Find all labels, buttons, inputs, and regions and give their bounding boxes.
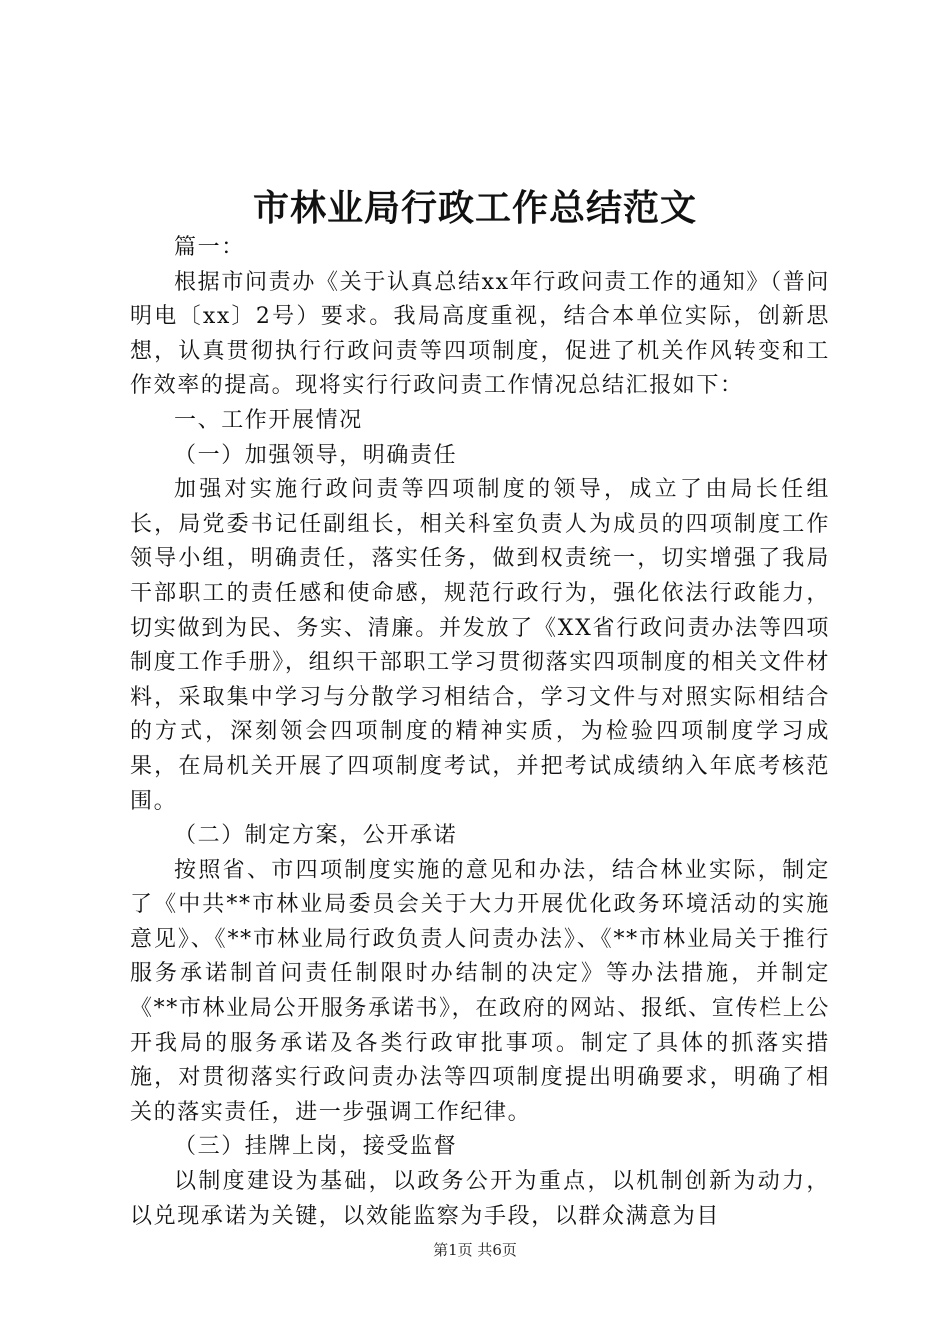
paragraph: 以制度建设为基础，以政务公开为重点，以机制创新为动力，以兑现承诺为关键，以效能监察为手段，以群众满意为目 <box>130 1169 830 1229</box>
subsection-heading: （二）制定方案，公开承诺 <box>174 823 458 849</box>
paragraph: 加强对实施行政问责等四项制度的领导，成立了由局长任组长，局党委书记任副组长，相关科室负责人为成员的四项制度工作领导小组，明确责任，落实任务，做到权责统一，切实增强了我局干部职工的责任感和使命感，规范行政行为，强化依法行政能力，切实做到为民、务实、清廉。并发放了《XX省行政问责办法等四项制度工作手册》，组织干部职工学习贯彻落实四项制度的相关文件材料，采取集中学习与分散学习相结合，学习文件与对照实际相结合的方式，深刻领会四项制度的精神实质，为检验四项制度学习成果，在局机关开展了四项制度考试，并把考试成绩纳入年底考核范围。 <box>130 477 830 814</box>
paragraph: 按照省、市四项制度实施的意见和办法，结合林业实际，制定了《中共**市林业局委员会关于大力开展优化政务环境活动的实施意见》、《**市林业局行政负责人问责办法》、《**市林业局关于推行服务承诺制首问责任制限时办结制的决定》等办法措施，并制定《**市林业局公开服务承诺书》，在政府的网站、报纸、宣传栏上公开我局的服务承诺及各类行政审批事项。制定了具体的抓落实措施，对贯彻落实行政问责办法等四项制度提出明确要求，明确了相关的落实责任，进一步强调工作纪律。 <box>130 857 830 1125</box>
paragraph-section-label: 篇一： <box>174 235 245 260</box>
paragraph: 根据市问责办《关于认真总结xx年行政问责工作的通知》（普问明电〔xx〕2号）要求。我局高度重视，结合本单位实际，创新思想，认真贯彻执行行政问责等四项制度，促进了机关作风转变和工作效率的提高。现将实行行政问责工作情况总结汇报如下： <box>130 269 830 399</box>
page-number-footer: 第1页 共6页 <box>433 1241 517 1259</box>
document-body <box>130 231 830 1234</box>
document-title: 市林业局行政工作总结范文 <box>252 187 697 229</box>
subsection-heading: （一）加强领导，明确责任 <box>174 442 458 468</box>
subsection-heading: （三）挂牌上岗，接受监督 <box>174 1134 458 1160</box>
section-heading: 一、工作开展情况 <box>174 407 363 433</box>
